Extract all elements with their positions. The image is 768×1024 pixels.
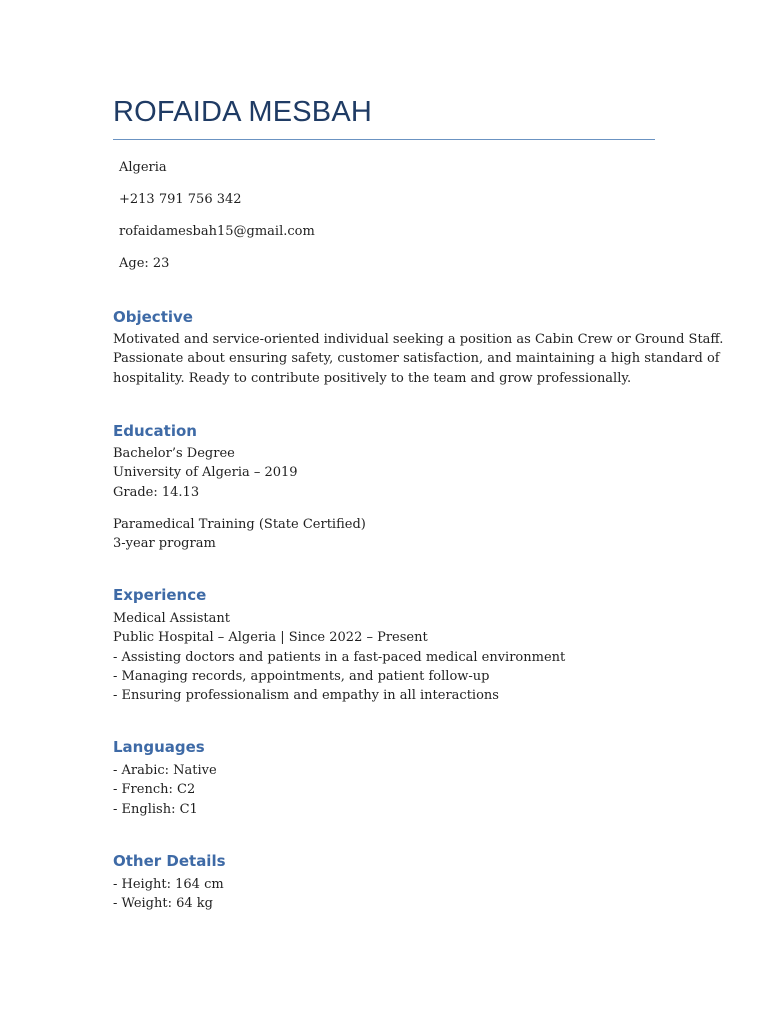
contact-location: Algeria [119, 160, 167, 175]
other-details-heading: Other Details [113, 852, 226, 870]
contact-phone: +213 791 756 342 [119, 192, 242, 207]
other-detail-item: - Weight: 64 kg [113, 896, 213, 912]
page-title: ROFAIDA MESBAH [113, 96, 373, 128]
experience-line: - Managing records, appointments, and patient follow-up [113, 668, 490, 684]
language-item: - Arabic: Native [113, 763, 217, 778]
experience-entry [113, 609, 655, 705]
education-line: Paramedical Training (State Certified) [113, 517, 366, 532]
objective-text [113, 330, 724, 388]
education-line: University of Algeria – 2019 [113, 465, 298, 481]
objective-line: hospitality. Ready to contribute positively to the team and grow professionally. [113, 370, 632, 386]
languages-list [113, 761, 655, 819]
experience-line: Medical Assistant [113, 611, 230, 626]
objective-line: Passionate about ensuring safety, customer satisfaction, and maintaining a high standard of [113, 351, 720, 367]
title-divider [113, 139, 655, 140]
education-entry-degree [113, 444, 655, 502]
contact-email: rofaidamesbah15@gmail.com [119, 224, 315, 239]
languages-heading: Languages [113, 738, 205, 756]
experience-line: Public Hospital – Algeria | Since 2022 – Present [113, 630, 428, 646]
language-item: - English: C1 [113, 801, 198, 817]
contact-age: Age: 23 [119, 256, 170, 271]
experience-line: - Ensuring professionalism and empathy in all interactions [113, 688, 499, 704]
education-line: 3-year program [113, 536, 216, 552]
other-details-list [113, 875, 655, 914]
other-detail-item: - Height: 164 cm [113, 877, 224, 892]
experience-heading: Experience [113, 586, 207, 604]
objective-heading: Objective [113, 308, 193, 326]
experience-line: - Assisting doctors and patients in a fast-paced medical environment [113, 649, 566, 665]
education-entry-training [113, 515, 655, 554]
education-heading: Education [113, 422, 197, 440]
education-line: Bachelor’s Degree [113, 446, 235, 461]
education-line: Grade: 14.13 [113, 484, 200, 500]
objective-line: Motivated and service-oriented individual seeking a position as Cabin Crew or Ground Staff. [113, 332, 724, 347]
language-item: - French: C2 [113, 782, 196, 798]
